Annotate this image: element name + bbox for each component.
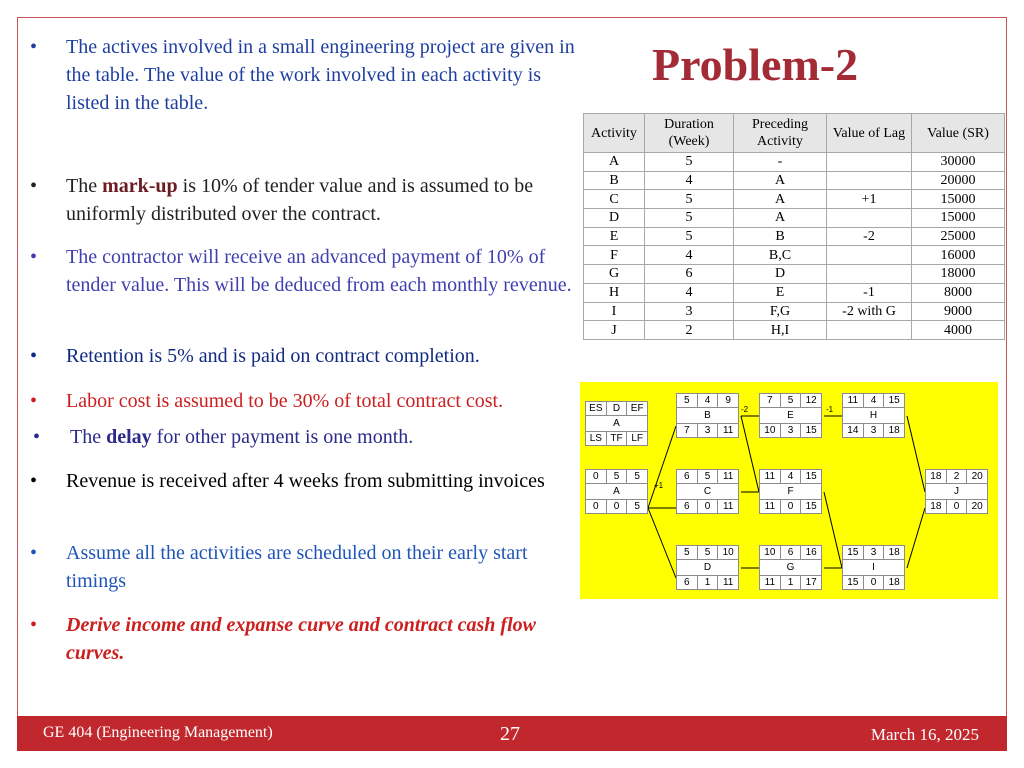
table-cell: 3 <box>645 302 734 321</box>
bullet-text-bold: mark-up <box>102 175 178 197</box>
column-header: Activity <box>584 114 645 153</box>
node-label: D <box>676 560 739 576</box>
bullet-marker: • <box>30 390 38 412</box>
node-f <box>759 469 822 515</box>
table-cell: 30000 <box>912 153 1005 172</box>
table-cell: I <box>584 302 645 321</box>
bullet-text: The actives involved in a small engineering project are given in the table. The value of the work involved in each activity is listed in the table. <box>66 36 575 114</box>
node-cell: 18 <box>925 499 947 514</box>
lag-label-a-c: +1 <box>654 481 664 490</box>
table-cell: A <box>734 171 827 190</box>
node-cell: 9 <box>717 393 739 408</box>
node-legend <box>585 401 648 447</box>
table-cell: 4 <box>645 246 734 265</box>
node-label: I <box>842 560 905 576</box>
table-row <box>584 283 1005 302</box>
node-cell: 10 <box>759 545 781 560</box>
arrow-h-j <box>907 416 925 492</box>
node-label: E <box>759 408 822 424</box>
node-cell: 5 <box>626 499 648 514</box>
table-row <box>584 302 1005 321</box>
bullet-marker: • <box>30 542 38 564</box>
node-cell: 6 <box>676 499 698 514</box>
table-cell: 4000 <box>912 321 1005 340</box>
node-label: F <box>759 484 822 500</box>
lag-label-e-h: -1 <box>826 405 834 414</box>
table-cell: - <box>734 153 827 172</box>
node-cell: LS <box>585 431 607 446</box>
table-cell: A <box>584 153 645 172</box>
table-cell <box>827 246 912 265</box>
table-cell: 9000 <box>912 302 1005 321</box>
node-cell: 4 <box>863 393 885 408</box>
bullet-text: Labor cost is assumed to be 30% of total contract cost. <box>66 390 504 412</box>
node-cell: 20 <box>966 499 988 514</box>
bullet-text-pre: The <box>66 175 103 197</box>
table-cell: E <box>734 283 827 302</box>
node-cell: TF <box>606 431 628 446</box>
table-row <box>584 246 1005 265</box>
table-cell: 25000 <box>912 227 1005 246</box>
table-cell: 6 <box>645 265 734 284</box>
node-cell: 5 <box>676 393 698 408</box>
network-diagram <box>580 382 998 599</box>
bullet-text <box>70 423 579 451</box>
bullet-marker: • <box>30 246 38 268</box>
table-cell: J <box>584 321 645 340</box>
node-label: A <box>585 484 648 500</box>
node-cell: 15 <box>883 393 905 408</box>
node-cell: 15 <box>800 469 822 484</box>
node-cell: 3 <box>780 423 802 438</box>
node-cell: 3 <box>863 545 885 560</box>
node-cell: 11 <box>842 393 864 408</box>
table-row <box>584 227 1005 246</box>
table-row <box>584 153 1005 172</box>
node-j <box>925 469 988 515</box>
table-cell: G <box>584 265 645 284</box>
table-cell: B,C <box>734 246 827 265</box>
node-cell: 4 <box>780 469 802 484</box>
node-cell: 5 <box>606 469 628 484</box>
node-cell: 18 <box>925 469 947 484</box>
node-cell: 11 <box>759 499 781 514</box>
table-cell <box>827 153 912 172</box>
node-cell: 20 <box>966 469 988 484</box>
node-e <box>759 393 822 439</box>
node-h <box>842 393 905 439</box>
node-cell: 15 <box>800 499 822 514</box>
node-label: J <box>925 484 988 500</box>
bullet-text <box>66 172 575 228</box>
node-label: H <box>842 408 905 424</box>
table-cell: D <box>734 265 827 284</box>
node-cell: 11 <box>717 499 739 514</box>
node-cell: 7 <box>759 393 781 408</box>
node-cell: D <box>606 401 628 416</box>
table-header-row <box>584 114 1005 153</box>
column-header: Value (SR) <box>912 114 1005 153</box>
table-cell: 4 <box>645 171 734 190</box>
bullet-text-post: is 10% of tender value and is assumed to be uniformly distributed over the contract. <box>66 175 534 225</box>
node-b <box>676 393 739 439</box>
node-cell: 5 <box>676 545 698 560</box>
table-row <box>584 265 1005 284</box>
node-cell: 0 <box>606 499 628 514</box>
node-cell: LF <box>626 431 648 446</box>
bullet-marker: • <box>30 470 38 492</box>
node-cell: 11 <box>717 469 739 484</box>
table-cell <box>827 265 912 284</box>
node-cell: 11 <box>717 575 739 590</box>
node-cell: 6 <box>676 469 698 484</box>
node-cell: 5 <box>626 469 648 484</box>
node-label: A <box>585 416 648 432</box>
table-cell: -2 <box>827 227 912 246</box>
node-cell: 18 <box>883 575 905 590</box>
node-cell: 15 <box>842 545 864 560</box>
node-cell: 18 <box>883 423 905 438</box>
node-cell: 10 <box>717 545 739 560</box>
node-cell: 1 <box>780 575 802 590</box>
node-cell: 11 <box>759 469 781 484</box>
course-name: GE 404 (Engineering Management) <box>43 724 273 741</box>
node-cell: 0 <box>697 499 719 514</box>
table-cell: C <box>584 190 645 209</box>
table-cell <box>827 321 912 340</box>
bullet-text-pre: The <box>70 426 107 448</box>
lag-label-b-e: -2 <box>741 405 749 414</box>
bullet-text: Retention is 5% and is paid on contract completion. <box>66 345 480 367</box>
node-cell: 14 <box>842 423 864 438</box>
node-cell: 5 <box>697 469 719 484</box>
bullet-marker: • <box>30 175 38 197</box>
column-header: Duration (Week) <box>645 114 734 153</box>
table-row <box>584 209 1005 228</box>
table-cell: +1 <box>827 190 912 209</box>
column-header: Value of Lag <box>827 114 912 153</box>
bullet-marker: • <box>30 345 38 367</box>
table-cell: F,G <box>734 302 827 321</box>
table-cell: 4 <box>645 283 734 302</box>
table-cell: B <box>584 171 645 190</box>
table-cell: F <box>584 246 645 265</box>
table-cell: 15000 <box>912 209 1005 228</box>
bullet-text: Derive income and expanse curve and contract cash flow curves. <box>66 614 536 664</box>
node-cell: 4 <box>697 393 719 408</box>
node-cell: 7 <box>676 423 698 438</box>
node-label: G <box>759 560 822 576</box>
arrow-a-d <box>648 508 676 578</box>
bullet-text: Assume all the activities are scheduled on their early start timings <box>66 542 528 592</box>
node-cell: 0 <box>863 575 885 590</box>
arrow-i-j <box>907 508 925 568</box>
table-cell: 18000 <box>912 265 1005 284</box>
node-cell: 17 <box>800 575 822 590</box>
slide-date: March 16, 2025 <box>870 725 979 744</box>
table-cell: 20000 <box>912 171 1005 190</box>
table-cell <box>827 171 912 190</box>
table-row <box>584 190 1005 209</box>
node-cell: 0 <box>946 499 968 514</box>
bullet-text-post: for other payment is one month. <box>151 426 414 448</box>
arrow-f-i <box>824 492 842 568</box>
node-cell: 11 <box>717 423 739 438</box>
node-cell: 6 <box>676 575 698 590</box>
table-cell: 2 <box>645 321 734 340</box>
table-row <box>584 171 1005 190</box>
page-number: 27 <box>500 723 520 745</box>
node-i <box>842 545 905 591</box>
node-cell: 2 <box>946 469 968 484</box>
node-cell: 3 <box>697 423 719 438</box>
node-label: C <box>676 484 739 500</box>
bullet-text-bold: delay <box>106 426 152 448</box>
table-cell: 5 <box>645 190 734 209</box>
table-cell: B <box>734 227 827 246</box>
node-label: B <box>676 408 739 424</box>
node-cell: 16 <box>800 545 822 560</box>
node-cell: 0 <box>585 499 607 514</box>
bullet-marker: • <box>30 36 38 58</box>
table-cell: D <box>584 209 645 228</box>
arrow-a-b <box>648 426 676 508</box>
bullet-text: Revenue is received after 4 weeks from submitting invoices <box>66 470 545 492</box>
table-cell: A <box>734 209 827 228</box>
node-cell: 0 <box>780 499 802 514</box>
table-cell: 8000 <box>912 283 1005 302</box>
node-cell: EF <box>626 401 648 416</box>
node-cell: 5 <box>697 545 719 560</box>
table-cell: A <box>734 190 827 209</box>
node-g <box>759 545 822 591</box>
node-cell: 11 <box>759 575 781 590</box>
footer-bar <box>17 716 1007 751</box>
node-cell: 15 <box>800 423 822 438</box>
table-cell: H <box>584 283 645 302</box>
table-cell: E <box>584 227 645 246</box>
arrow-b-f <box>741 416 759 492</box>
node-cell: ES <box>585 401 607 416</box>
table-cell: -1 <box>827 283 912 302</box>
table-cell: 15000 <box>912 190 1005 209</box>
table-row <box>584 321 1005 340</box>
table-cell: H,I <box>734 321 827 340</box>
slide-title: Problem-2 <box>652 39 859 90</box>
node-cell: 0 <box>585 469 607 484</box>
node-c <box>676 469 739 515</box>
node-cell: 6 <box>780 545 802 560</box>
node-d <box>676 545 739 591</box>
bullet-marker: • <box>30 614 38 636</box>
table-cell <box>827 209 912 228</box>
table-cell: 5 <box>645 153 734 172</box>
node-a <box>585 469 648 515</box>
activity-table <box>583 113 1005 340</box>
table-cell: -2 with G <box>827 302 912 321</box>
node-cell: 5 <box>780 393 802 408</box>
column-header: Preceding Activity <box>734 114 827 153</box>
node-cell: 10 <box>759 423 781 438</box>
table-cell: 5 <box>645 227 734 246</box>
node-cell: 1 <box>697 575 719 590</box>
node-cell: 12 <box>800 393 822 408</box>
node-cell: 18 <box>883 545 905 560</box>
node-cell: 3 <box>863 423 885 438</box>
node-cell: 15 <box>842 575 864 590</box>
table-cell: 5 <box>645 209 734 228</box>
bullet-marker: • <box>33 426 41 448</box>
bullet-text: The contractor will receive an advanced payment of 10% of tender value. This will be deduced from each monthly revenue. <box>66 246 572 296</box>
table-cell: 16000 <box>912 246 1005 265</box>
